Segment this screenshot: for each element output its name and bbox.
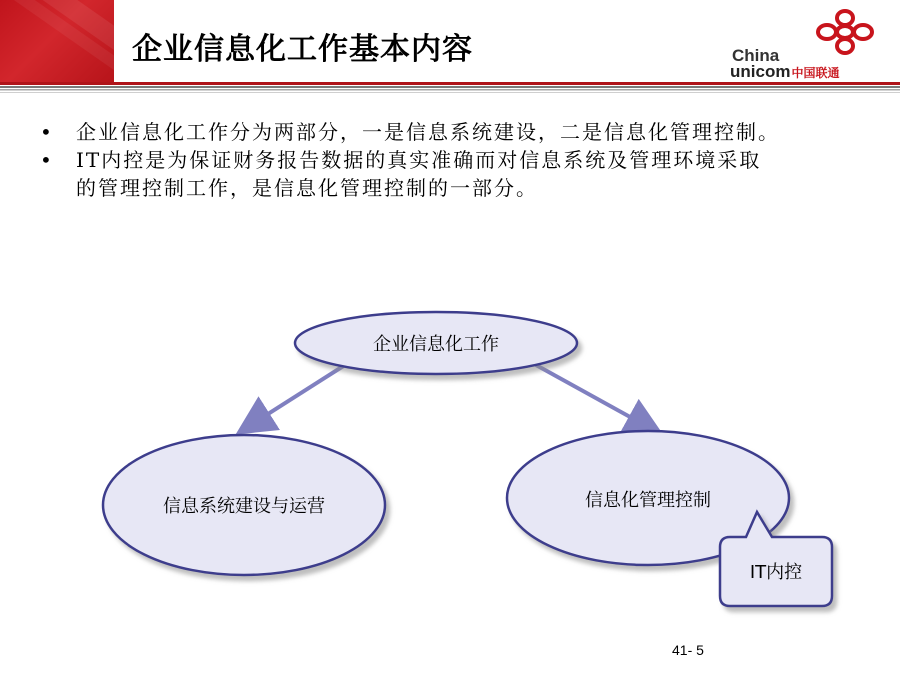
logo-unicom-text: unicom [730, 62, 791, 81]
page-number: 41- 5 [672, 642, 704, 658]
bullet-marker: • [40, 120, 54, 144]
bullet-text-line1: IT内控是为保证财务报告数据的真实准确而对信息系统及管理环境采取 [76, 148, 762, 172]
bullet-text-line2: 的管理控制工作，是信息化管理控制的一部分。 [76, 176, 538, 200]
right-child-label: 信息化管理控制 [585, 490, 711, 511]
logo-cn-text: 中国联通 [791, 66, 840, 80]
logo-word-china: China [732, 46, 780, 65]
bullet-text: 企业信息化工作分为两部分，一是信息系统建设，二是信息化管理控制。 [76, 120, 780, 144]
bullet-marker: • [40, 148, 54, 172]
callout-label: IT内控 [749, 562, 803, 583]
arrow-to-left-child [249, 365, 345, 426]
slide-title: 企业信息化工作基本内容 [132, 32, 473, 67]
left-child-label: 信息系统建设与运营 [163, 496, 325, 517]
arrow-to-right-child [536, 365, 650, 428]
root-node-label: 企业信息化工作 [373, 334, 499, 355]
